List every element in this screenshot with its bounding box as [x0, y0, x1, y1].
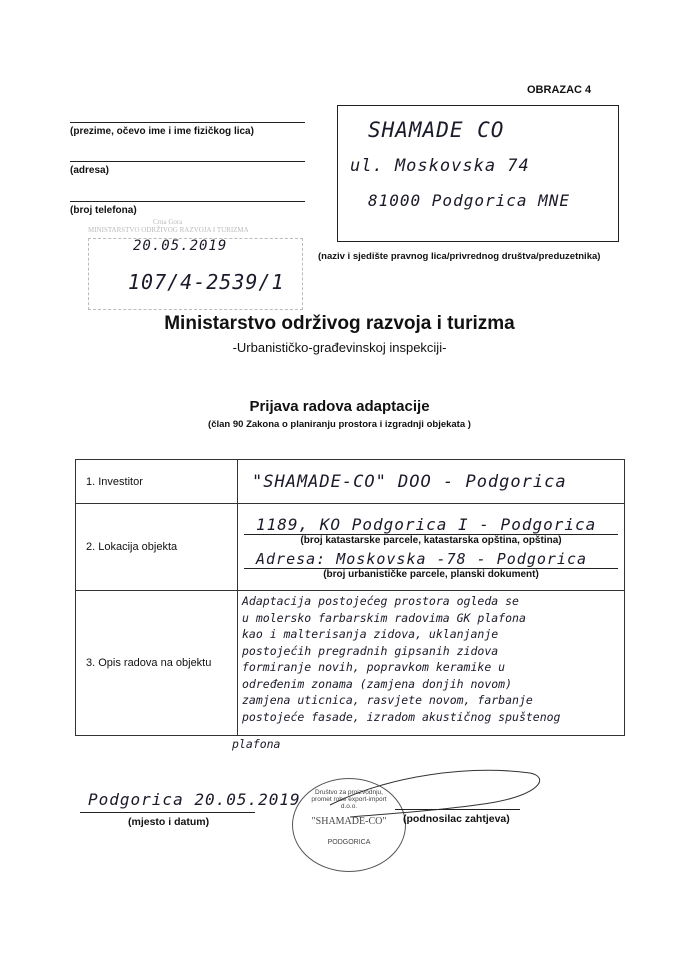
applicant-label: (podnosilac zahtjeva) [403, 813, 510, 825]
table-row [76, 460, 625, 504]
form-code: OBRAZAC 4 [527, 84, 592, 96]
row-label: 1. Investitor [76, 460, 238, 504]
name-line [70, 122, 305, 123]
investor-value: "SHAMADE-CO" DOO - Podgorica [238, 460, 625, 504]
applicant-line [395, 809, 520, 810]
place-date-line [80, 812, 255, 813]
company-box [337, 105, 619, 242]
seal-bottom: PODGORICA [327, 839, 371, 846]
company-city: 81000 Podgorica MNE [368, 191, 571, 210]
seal-name: "SHAMADE-CO" [311, 816, 387, 827]
table-row [76, 504, 625, 591]
row-label: 3. Opis radova na objektu [76, 591, 238, 736]
company-name: SHAMADE CO [368, 118, 505, 142]
parcel-value: 1189, KO Podgorica I - Podgorica [244, 515, 618, 535]
parcel-caption: (broj katastarske parcele, katastarska opština, opština) [300, 534, 562, 546]
row-label: 2. Lokacija objekta [76, 504, 238, 591]
works-description: Adaptacija postojećeg prostora ogleda se u molersko farbarskim radovima GK plafona kao i malterisanja zidova, uklanjanje postojećih pregradnih gipsanih zidova formiranje novih, popravkom keramike u određenim zonama (zamjena donjih novom) zamjena uticnica, rasvjete novom, farbanje postojeće fasade, izradom akustičnog spuštenog [238, 591, 625, 736]
works-description-overflow: plafona [232, 737, 281, 751]
phone-label: (broj telefona) [70, 205, 137, 216]
stamp-header: Crna Gora [153, 218, 183, 226]
address-value: Adresa: Moskovska -78 - Podgorica [244, 550, 618, 569]
receipt-stamp [88, 218, 303, 310]
address-caption: (broj urbanističke parcele, planski dokument) [323, 568, 539, 580]
name-label: (prezime, očevo ime i ime fizičkog lica) [70, 126, 254, 137]
address-label: (adresa) [70, 165, 109, 176]
application-table [75, 459, 625, 736]
seal-top: Društvo za proizvodnju, promet robe export-import d.o.o. [311, 789, 387, 810]
stamp-ministry: MINISTARSTVO ODRŽIVOG RAZVOJA I TURIZMA [88, 226, 249, 234]
phone-line [70, 201, 305, 202]
form-subtitle: (član 90 Zakona o planiranju prostora i izgradnji objekata ) [208, 419, 471, 430]
ministry-subtitle: -Urbanističko-građevinskoj inspekciji- [232, 340, 447, 355]
company-street: ul. Moskovska 74 [350, 156, 530, 176]
table-row [76, 591, 625, 736]
place-date-label: (mjesto i datum) [128, 816, 210, 828]
company-caption: (naziv i sjedište pravnog lica/privrednog društva/preduzetnika) [318, 251, 601, 262]
address-line [70, 161, 305, 162]
stamp-number: 107/4-2539/1 [128, 270, 285, 294]
ministry-title: Ministarstvo održivog razvoja i turizma [164, 313, 515, 334]
stamp-date: 20.05.2019 [133, 238, 228, 254]
place-date-value: Podgorica 20.05.2019 [88, 790, 301, 809]
form-title: Prijava radova adaptacije [249, 398, 430, 415]
